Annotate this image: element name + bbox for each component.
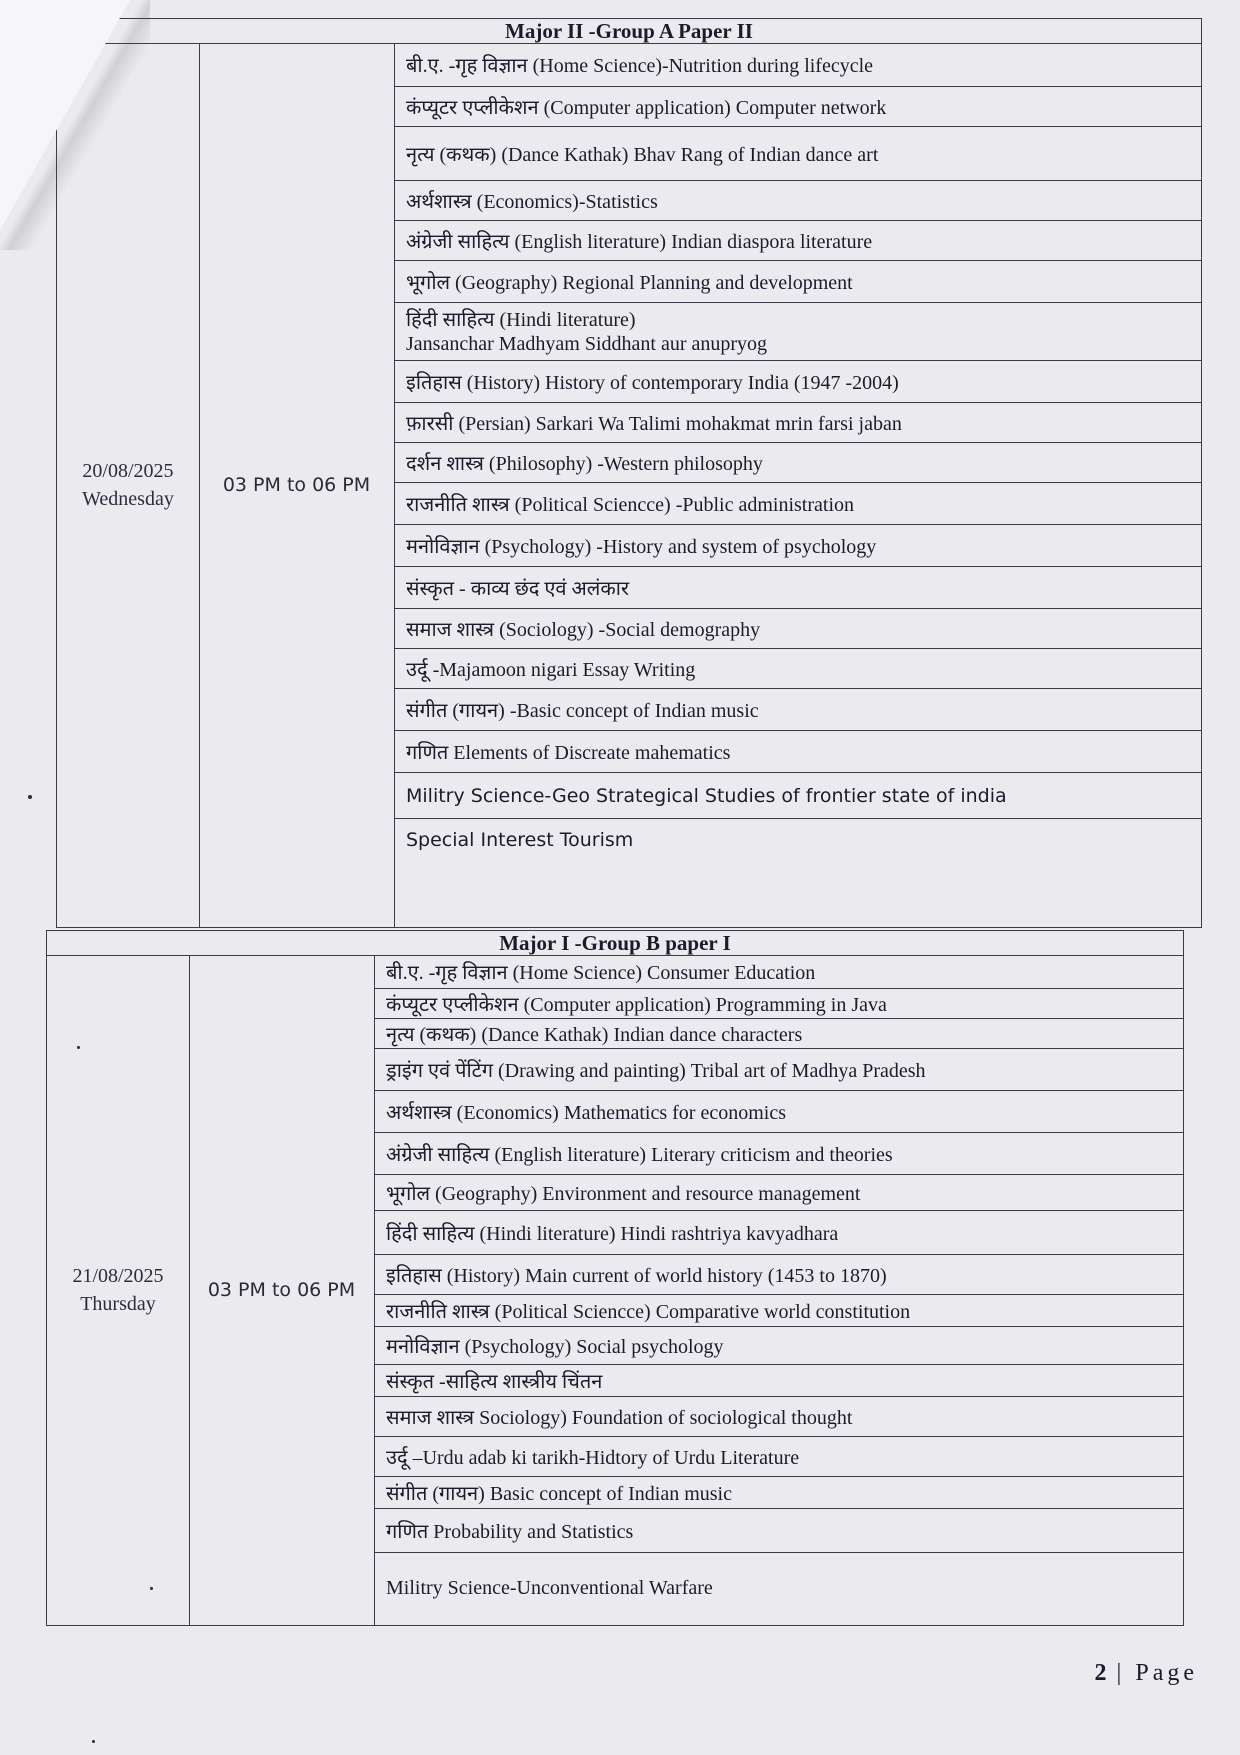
exam-date: 21/08/2025 xyxy=(72,1265,164,1287)
subject-row: गणित Probability and Statistics xyxy=(374,1509,1183,1553)
subject-row: इतिहास (History) Main current of world history (1453 to 1870) xyxy=(374,1255,1183,1295)
subject-list xyxy=(394,43,1201,927)
subject-row: संस्कृत -साहित्य शास्त्रीय चिंतन xyxy=(374,1365,1183,1397)
subject-row: दर्शन शास्त्र (Philosophy) -Western philosophy xyxy=(394,443,1201,483)
subject-row: अर्थशास्त्र (Economics)-Statistics xyxy=(394,181,1201,221)
page-label: Page xyxy=(1135,1660,1198,1686)
subject-row: गणित Elements of Discreate mahematics xyxy=(394,731,1201,773)
exam-date: 20/08/2025 xyxy=(82,460,174,482)
subject-row: संगीत (गायन) Basic concept of Indian music xyxy=(374,1477,1183,1509)
subject-row: भूगोल (Geography) Environment and resource management xyxy=(374,1175,1183,1211)
subject-row: कंप्यूटर एप्लीकेशन (Computer application) Programming in Java xyxy=(374,989,1183,1019)
exam-day: Wednesday xyxy=(82,488,174,510)
subject-row: मनोविज्ञान (Psychology) Social psychology xyxy=(374,1327,1183,1365)
page-number: 2 xyxy=(1094,1660,1107,1686)
scan-speck xyxy=(77,1046,80,1049)
page-fold-corner xyxy=(0,0,130,230)
subject-row: उर्दू -Majamoon nigari Essay Writing xyxy=(394,649,1201,689)
subject-list xyxy=(374,955,1183,1625)
subject-row: अंग्रेजी साहित्य (English literature) Literary criticism and theories xyxy=(374,1133,1183,1175)
subject-row: इतिहास (History) History of contemporary India (1947 -2004) xyxy=(394,361,1201,403)
date-cell xyxy=(47,955,190,1625)
subject-row: ड्राइंग एवं पेंटिंग (Drawing and painting) Tribal art of Madhya Pradesh xyxy=(374,1049,1183,1091)
exam-time: 03 PM to 06 PM xyxy=(207,1279,356,1301)
subject-row: हिंदी साहित्य (Hindi literature) Hindi rashtriya kavyadhara xyxy=(374,1211,1183,1255)
scan-speck xyxy=(150,1587,153,1590)
subject-row: समाज शास्त्र (Sociology) -Social demography xyxy=(394,609,1201,649)
subject-row: उर्दू –Urdu adab ki tarikh-Hidtory of Urdu Literature xyxy=(374,1437,1183,1477)
section-title: Major I -Group B paper I xyxy=(47,931,1183,956)
subject-row: नृत्य (कथक) (Dance Kathak) Bhav Rang of Indian dance art xyxy=(394,127,1201,181)
page-number-footer xyxy=(1095,1660,1198,1687)
subject-row: अंग्रेजी साहित्य (English literature) Indian diaspora literature xyxy=(394,221,1201,261)
subject-row: भूगोल (Geography) Regional Planning and development xyxy=(394,261,1201,303)
subject-row: संगीत (गायन) -Basic concept of Indian music xyxy=(394,689,1201,731)
subject-row: अर्थशास्त्र (Economics) Mathematics for economics xyxy=(374,1091,1183,1133)
page-separator: | xyxy=(1116,1660,1126,1686)
scan-speck xyxy=(92,1740,95,1743)
exam-day: Thursday xyxy=(80,1293,156,1315)
subject-row: नृत्य (कथक) (Dance Kathak) Indian dance characters xyxy=(374,1019,1183,1049)
exam-schedule-section-1 xyxy=(56,18,1202,928)
subject-row: मनोविज्ञान (Psychology) -History and system of psychology xyxy=(394,525,1201,567)
scan-speck xyxy=(28,795,32,799)
subject-row: कंप्यूटर एप्लीकेशन (Computer application) Computer network xyxy=(394,87,1201,127)
subject-row: समाज शास्त्र Sociology) Foundation of sociological thought xyxy=(374,1397,1183,1437)
subject-row: फ़ारसी (Persian) Sarkari Wa Talimi mohakmat mrin farsi jaban xyxy=(394,403,1201,443)
subject-row: बी.ए. -गृह विज्ञान (Home Science) Consumer Education xyxy=(374,955,1183,989)
subject-row: बी.ए. -गृह विज्ञान (Home Science)-Nutrition during lifecycle xyxy=(394,43,1201,87)
subject-row: राजनीति शास्त्र (Political Sciencce) -Public administration xyxy=(394,483,1201,525)
subject-row: संस्कृत - काव्य छंद एवं अलंकार xyxy=(394,567,1201,609)
subject-row: Militry Science-Unconventional Warfare xyxy=(386,1576,713,1599)
section-title: Major II -Group A Paper II xyxy=(57,19,1201,44)
time-cell xyxy=(189,955,375,1625)
subject-row: हिंदी साहित्य (Hindi literature) Jansanchar Madhyam Siddhant aur anupryog xyxy=(394,303,1201,361)
time-cell xyxy=(199,43,395,927)
exam-schedule-section-2 xyxy=(46,930,1184,1626)
subject-row: Special Interest Tourism xyxy=(406,829,634,851)
exam-time: 03 PM to 06 PM xyxy=(222,474,371,496)
subject-row: राजनीति शास्त्र (Political Sciencce) Comparative world constitution xyxy=(374,1295,1183,1327)
subject-row: Militry Science-Geo Strategical Studies of frontier state of india xyxy=(394,773,1201,819)
